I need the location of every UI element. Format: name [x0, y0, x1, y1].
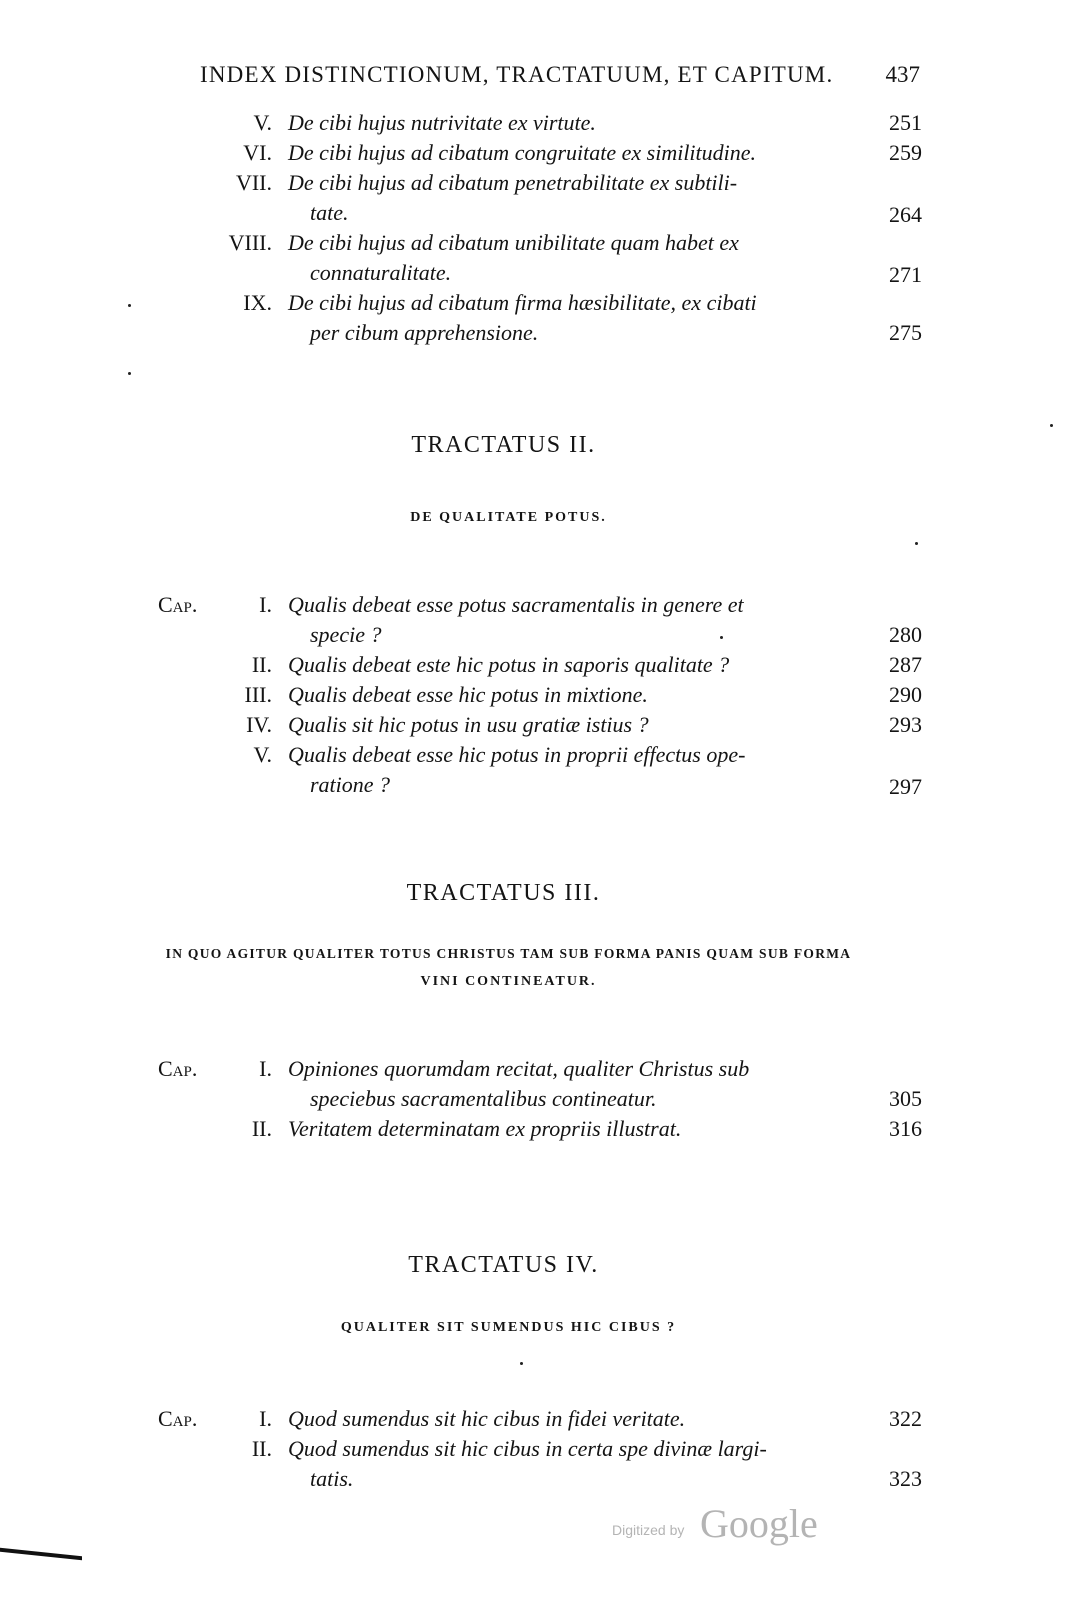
entry-text-continued: tate. — [310, 200, 349, 225]
entry-page: 275 — [889, 320, 922, 345]
entry-number: VII. — [235, 170, 272, 195]
tractatus-3-title: TRACTATUS III. — [406, 880, 601, 906]
scan-edge-mark — [0, 1548, 82, 1561]
entry-page: 290 — [889, 682, 922, 707]
cap-label: Cap. — [158, 1056, 198, 1081]
entry-text: De cibi hujus nutrivitate ex virtute. — [288, 110, 596, 135]
entry-page: 280 — [889, 622, 922, 647]
entry-text-continued: tatis. — [310, 1466, 354, 1491]
entry-page: 251 — [889, 110, 922, 135]
entry-page: 316 — [889, 1116, 922, 1141]
entry-number: II. — [251, 1116, 272, 1141]
entry-page: 264 — [889, 202, 922, 227]
tractatus-4-title: TRACTATUS IV. — [408, 1252, 599, 1278]
entry-number: III. — [244, 682, 272, 707]
entry-text: De cibi hujus ad cibatum firma hæsibilitate, ex cibati — [288, 290, 757, 315]
entry-text: Qualis sit hic potus in usu gratiæ istius ? — [288, 712, 649, 737]
cap-label: Cap. — [158, 1406, 198, 1431]
entry-text: Veritatem determinatam ex propriis illustrat. — [288, 1116, 682, 1141]
scan-speck — [128, 372, 131, 375]
scan-speck — [1050, 424, 1053, 427]
running-head — [200, 62, 920, 96]
entry-number: II. — [251, 1436, 272, 1461]
watermark-small-text: Digitized by — [612, 1522, 685, 1538]
entry-text: De cibi hujus ad cibatum unibilitate quam habet ex — [288, 230, 739, 255]
watermark-logo-text: Google — [700, 1501, 818, 1546]
entry-text-continued: per cibum apprehensione. — [310, 320, 539, 345]
tractatus-4-subtitle: QUALITER SIT SUMENDUS HIC CIBUS ? — [340, 1320, 677, 1335]
digitized-watermark — [612, 1500, 832, 1550]
entry-text-continued: speciebus sacramentalibus contineatur. — [310, 1086, 657, 1111]
entry-number: VIII. — [228, 230, 272, 255]
entry-text: Qualis debeat esse potus sacramentalis in genere et — [288, 592, 744, 617]
entry-page: 305 — [889, 1086, 922, 1111]
entry-page: 297 — [889, 774, 922, 799]
entry-text-continued: connaturalitate. — [310, 260, 452, 285]
tractatus-3-subtitle-line2: VINI CONTINEATUR. — [420, 974, 597, 989]
cap-label: Cap. — [158, 592, 198, 617]
entry-text: Qualis debeat esse hic potus in mixtione. — [288, 682, 648, 707]
scan-speck — [520, 1362, 523, 1365]
entry-number: I. — [259, 1056, 272, 1081]
entry-number: II. — [251, 652, 272, 677]
scan-speck — [915, 542, 918, 545]
entry-text: Qualis debeat este hic potus in saporis qualitate ? — [288, 652, 730, 677]
scan-speck — [128, 304, 131, 307]
tractatus-2-subtitle: DE QUALITATE POTUS. — [410, 510, 607, 525]
running-head-title: INDEX DISTINCTIONUM, TRACTATUUM, ET CAPITUM. — [200, 62, 834, 87]
entry-number: VI. — [243, 140, 272, 165]
page-number: 437 — [885, 62, 920, 87]
entry-text: Quod sumendus sit hic cibus in certa spe divinæ largi- — [288, 1436, 767, 1461]
entry-page: 271 — [889, 262, 922, 287]
entry-number: V. — [253, 742, 272, 767]
entry-text-continued: specie ? — [310, 622, 382, 647]
tractatus-2-title: TRACTATUS II. — [411, 432, 596, 458]
entry-number: V. — [253, 110, 272, 135]
entry-text: Qualis debeat esse hic potus in proprii effectus ope- — [288, 742, 746, 767]
entry-text-continued: ratione ? — [310, 772, 391, 797]
entry-page: 322 — [889, 1406, 922, 1431]
scan-speck — [720, 636, 723, 639]
entry-page: 259 — [889, 140, 922, 165]
entry-number: IX. — [243, 290, 272, 315]
entry-page: 287 — [889, 652, 922, 677]
entry-text: Quod sumendus sit hic cibus in fidei veritate. — [288, 1406, 686, 1431]
tractatus-3-subtitle-line1: IN QUO AGITUR QUALITER TOTUS CHRISTUS TAM SUB FORMA PANIS QUAM SUB FORMA — [165, 946, 852, 961]
entry-number: I. — [259, 1406, 272, 1431]
entry-text: Opiniones quorumdam recitat, qualiter Christus sub — [288, 1056, 750, 1081]
entry-page: 293 — [889, 712, 922, 737]
entry-text: De cibi hujus ad cibatum penetrabilitate ex subtili- — [288, 170, 738, 195]
entry-number: I. — [259, 592, 272, 617]
entry-number: IV. — [246, 712, 272, 737]
entry-text: De cibi hujus ad cibatum congruitate ex similitudine. — [288, 140, 757, 165]
entry-page: 323 — [889, 1466, 922, 1491]
